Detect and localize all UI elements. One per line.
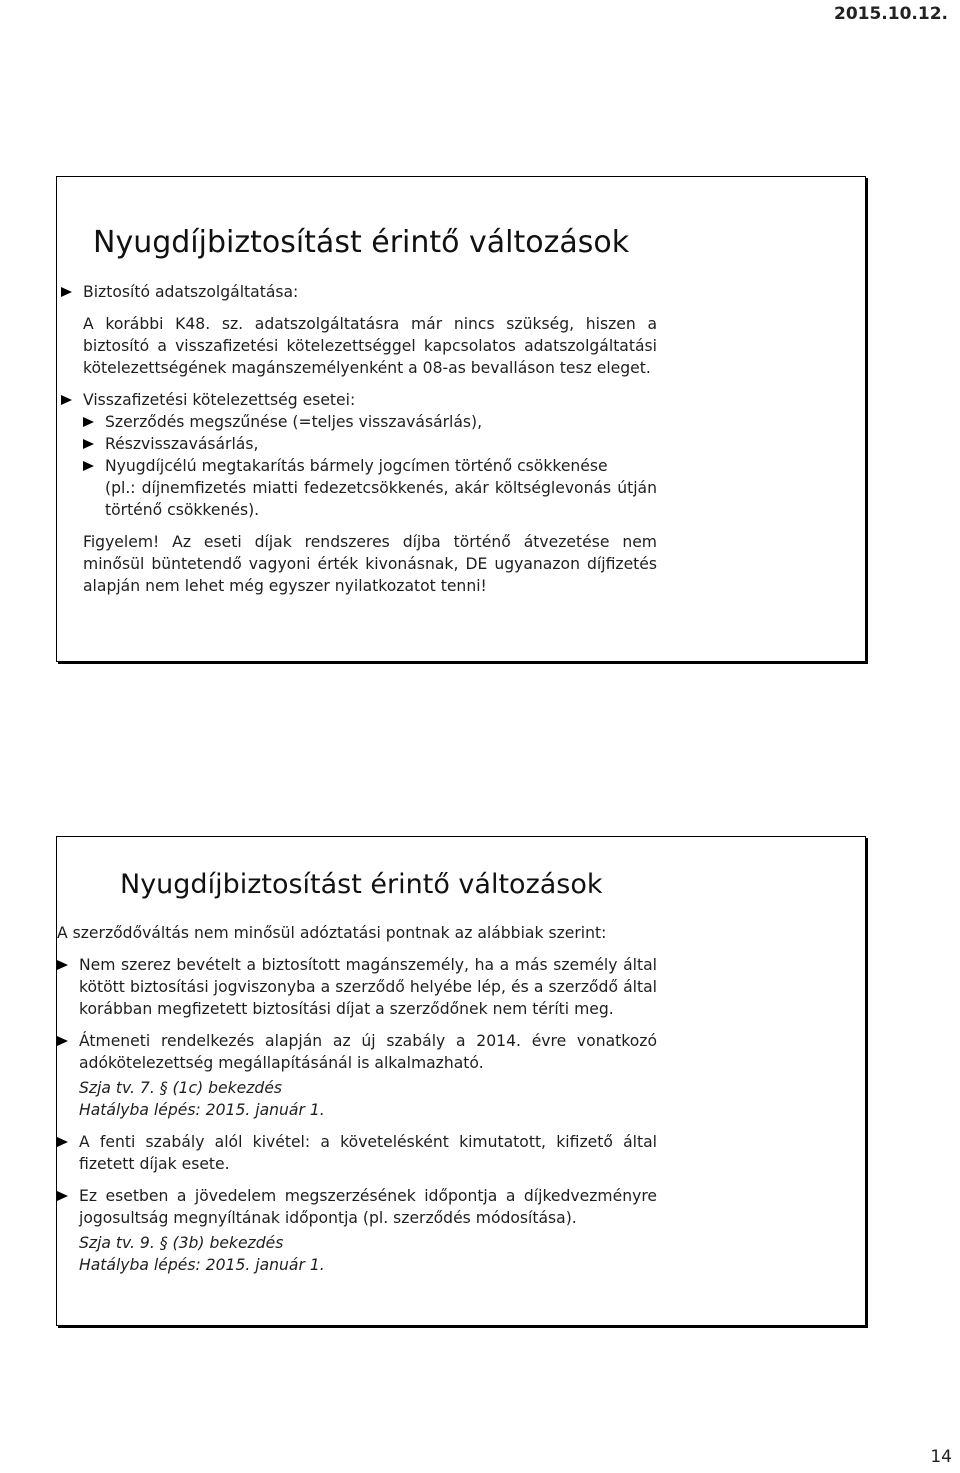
slide-2 [56,836,866,1326]
effective-date: Hatályba lépés: 2015. január 1. [79,1256,325,1274]
paragraph: A korábbi K48. sz. adatszolgáltatásra már nincs szükség, hiszen a biztosító a visszafizetési kötelezettséggel kapcsolatos adatszolgáltatási kötelezettségének magánszemélyenként a 08-as bevalláson tesz eleget. [83,315,657,377]
sub-bullet-item [83,455,657,477]
bullet-text: A fenti szabály alól kivétel: a követelésként kimutatott, kifizető által fizetett díjak esete. [79,1133,657,1173]
bullet-text: Visszafizetési kötelezettség esetei: [83,391,356,409]
sub-note: (pl.: díjnemfizetés miatti fedezetcsökkenés, akár költséglevonás útján történő csökkenés). [105,479,657,519]
sub-bullet-item [83,411,657,433]
sub-bullet-text: Részvisszavásárlás, [105,435,259,453]
law-reference: Szja tv. 7. § (1c) bekezdés [79,1079,283,1097]
slide-1 [56,176,866,662]
intro-text: A szerződőváltás nem minősül adóztatási pontnak az alábbiak szerint: [57,924,607,942]
bullet-item [57,1185,657,1229]
slide-title: Nyugdíjbiztosítást érintő változások [120,869,603,900]
warning-text: Figyelem! Az eseti díjak rendszeres díjba történő átvezetése nem minősül büntetendő vagyoni érték kivonásnak, DE ugyanazon díjfizetés alapján nem lehet még egyszer nyilatkozatot tenni! [83,533,657,595]
page-number: 14 [930,1447,952,1467]
bullet-item [57,1131,657,1175]
effective-date: Hatályba lépés: 2015. január 1. [79,1101,325,1119]
slide-title: Nyugdíjbiztosítást érintő változások [93,225,630,260]
bullet-item [61,389,655,411]
bullet-text: Átmeneti rendelkezés alapján az új szabály a 2014. évre vonatkozó adókötelezettség megállapításánál is alkalmazható. [79,1032,657,1072]
bullet-item [57,1030,657,1074]
sub-bullet-text: Nyugdíjcélú megtakarítás bármely jogcímen történő csökkenése [105,457,608,475]
sub-bullet-text: Szerződés megszűnése (=teljes visszavásárlás), [105,413,483,431]
bullet-item [57,954,657,1020]
bullet-text: Ez esetben a jövedelem megszerzésének időpontja a díjkedvezményre jogosultság megnyíltának időpontja (pl. szerződés módosítása). [79,1187,657,1227]
bullet-item [61,281,655,303]
bullet-text: Nem szerez bevételt a biztosított magánszemély, ha a más személy által kötött biztosítási jogviszonyba a szerződő helyébe lép, és a szerződő által korábban megfizetett biztosítási díjat a szerződőnek nem téríti meg. [79,956,657,1018]
sub-bullet-item [83,433,657,455]
bullet-text: Biztosító adatszolgáltatása: [83,283,299,301]
header-date: 2015.10.12. [833,4,948,24]
law-reference: Szja tv. 9. § (3b) bekezdés [79,1234,284,1252]
